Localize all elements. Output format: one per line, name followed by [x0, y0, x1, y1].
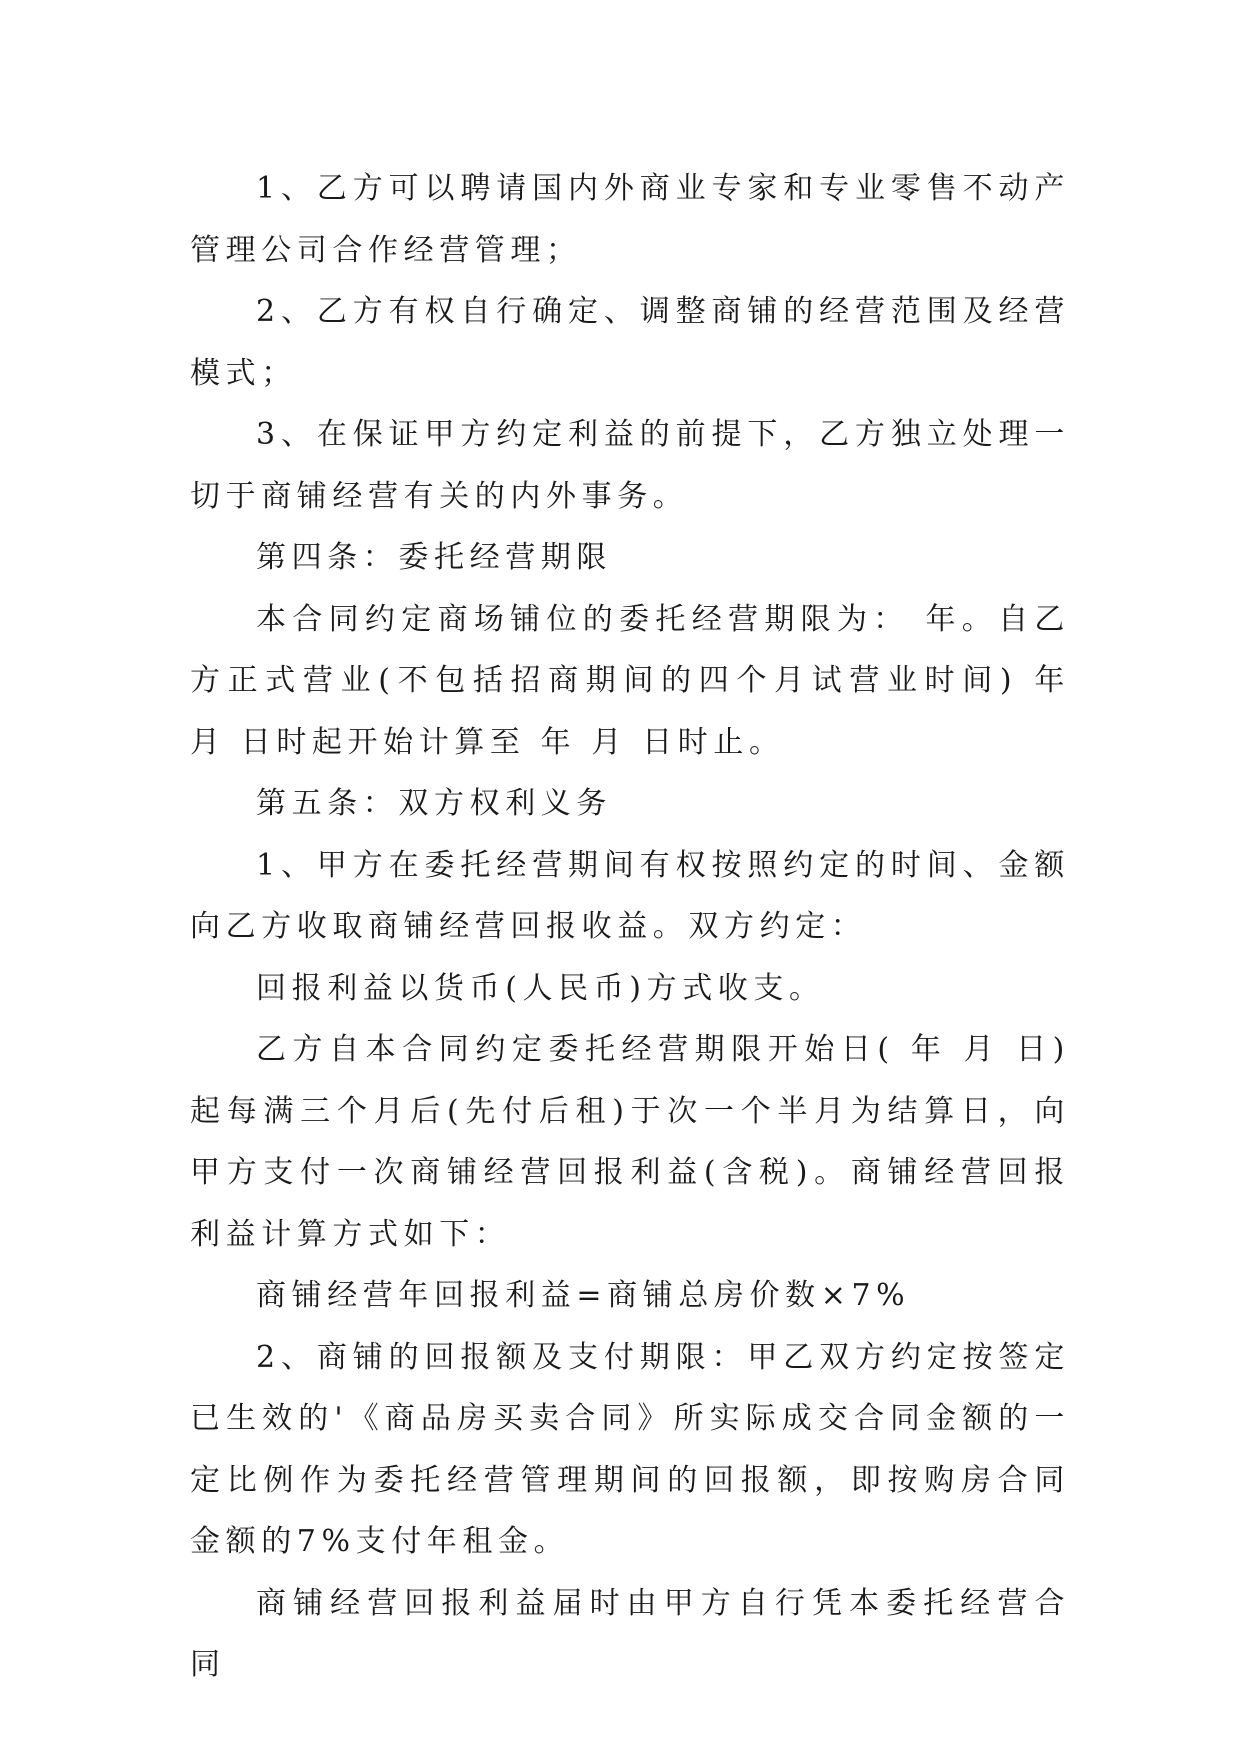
- document-body: [190, 158, 1070, 1696]
- clause-3-item-2: 2、乙方有权自行确定、调整商铺的经营范围及经营模式；: [190, 294, 1070, 391]
- article-5-item-2: 2、商铺的回报额及支付期限：甲乙双方约定按签定已生效的'《商品房买卖合同》所实际成交合同金额的一定比例作为委托经营管理期间的回报额，即按购房合同金额的7%支付年租金。: [190, 1339, 1070, 1559]
- return-formula: 商铺经营年回报利益=商铺总房价数×7%: [256, 1278, 911, 1313]
- article-4-term-paragraph: 本合同约定商场铺位的委托经营期限为： 年。自乙方正式营业(不包括招商期间的四个月试营业时间) 年 月 日时起开始计算至 年 月 日时止。: [190, 601, 1070, 760]
- article-5-heading: 第五条：双方权利义务: [256, 786, 612, 821]
- clause-3-item-3: 3、在保证甲方约定利益的前提下，乙方独立处理一切于商铺经营有关的内外事务。: [190, 417, 1070, 514]
- settlement-paragraph: 乙方自本合同约定委托经营期限开始日( 年 月 日)起每满三个月后(先付后租)于次一个半月为结算日，向甲方支付一次商铺经营回报利益(含税)。商铺经营回报利益计算方式如下：: [190, 1032, 1070, 1252]
- clause-3-item-1: 1、乙方可以聘请国内外商业专家和专业零售不动产管理公司合作经营管理；: [190, 171, 1070, 268]
- final-paragraph: 商铺经营回报利益届时由甲方自行凭本委托经营合同: [190, 1585, 1070, 1682]
- article-5-item-1: 1、甲方在委托经营期间有权按照约定的时间、金额向乙方收取商铺经营回报收益。双方约定：: [190, 847, 1070, 944]
- payment-currency-paragraph: 回报利益以货币(人民币)方式收支。: [256, 970, 825, 1006]
- article-4-heading: 第四条：委托经营期限: [256, 540, 612, 575]
